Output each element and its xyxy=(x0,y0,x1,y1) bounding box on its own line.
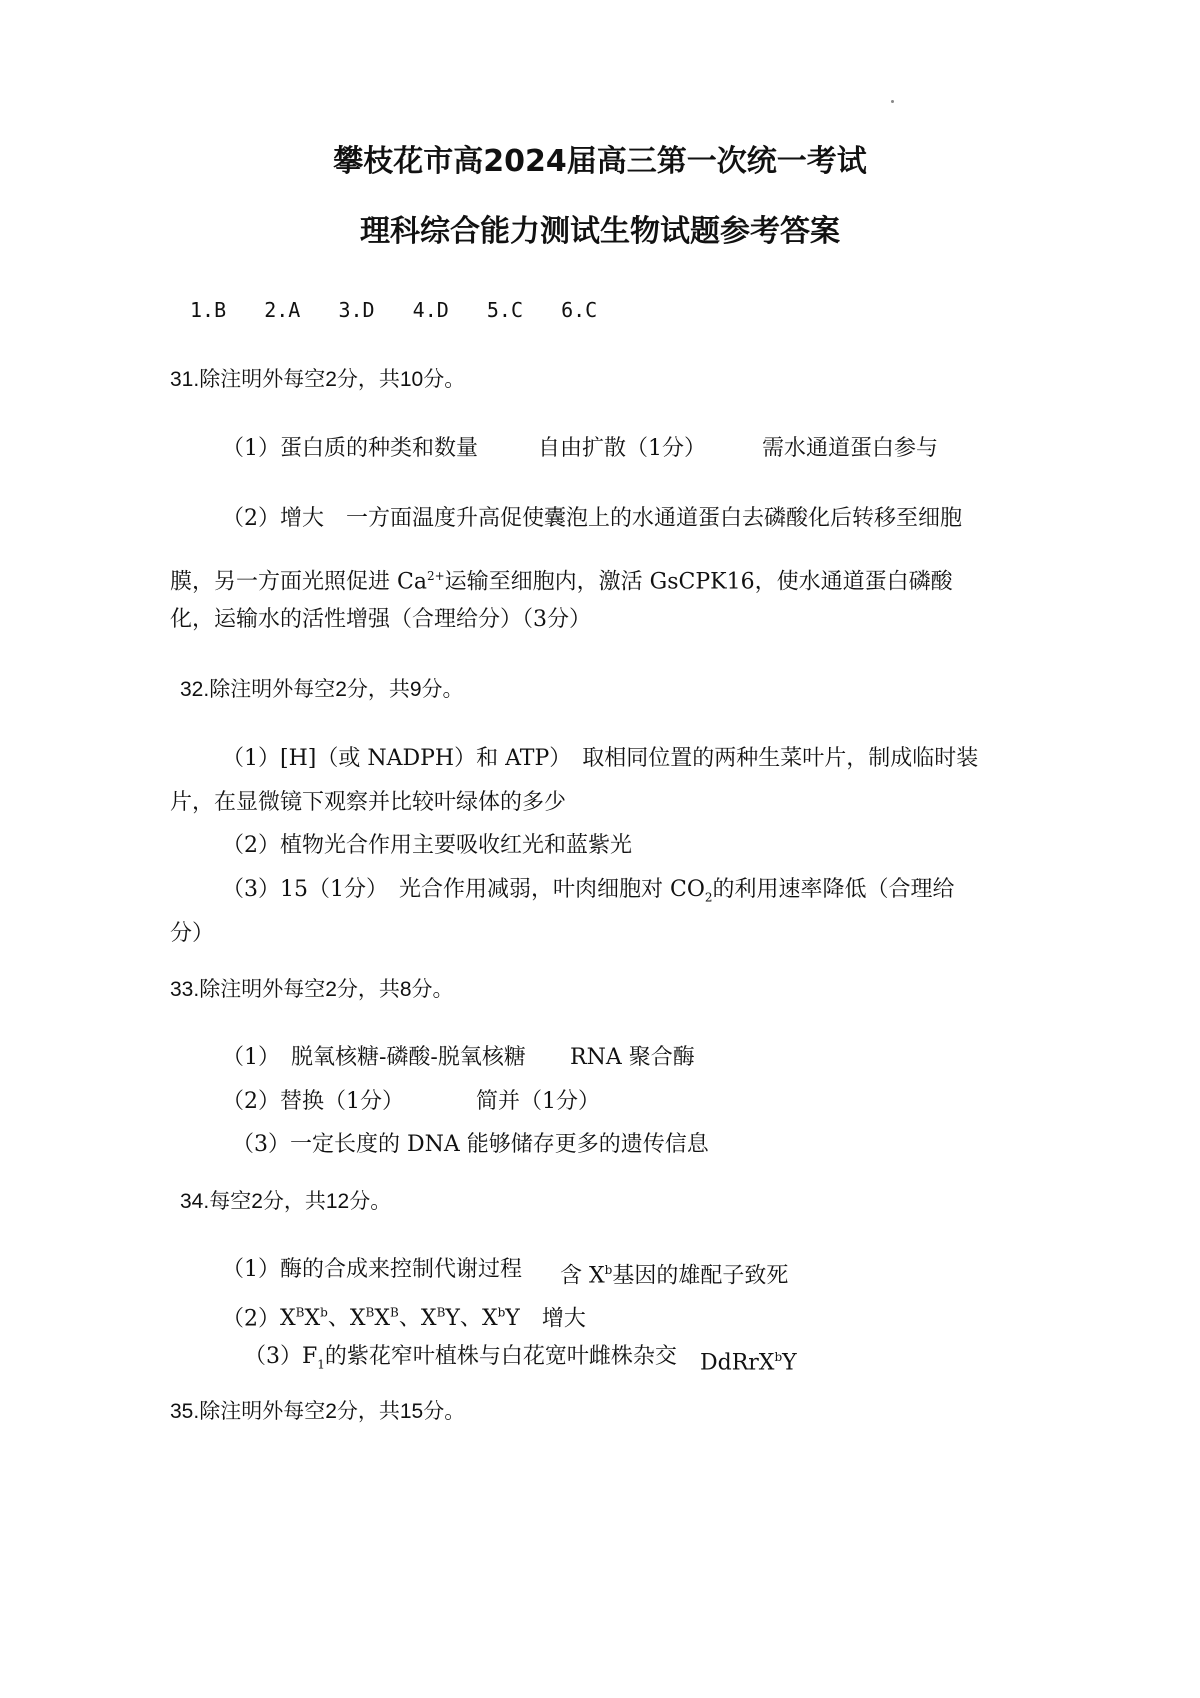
q31-part2-line3: 化，运输水的活性增强（合理给分）（3分） xyxy=(170,607,591,632)
mc-answer: 2.A xyxy=(264,298,301,322)
q32-part1-line2: 片，在显微镜下观察并比较叶绿体的多少 xyxy=(170,790,567,815)
mc-answer: 6.C xyxy=(561,298,598,322)
q34-part1-b: 含 $X^b$基因的雄配子致死 xyxy=(560,1263,789,1289)
mc-answer: 5.C xyxy=(486,298,523,322)
q32-part1-line1: （1）[H]（或 NADPH）和 ATP） 取相同位置的两种生菜叶片，制成临时装 xyxy=(222,746,979,771)
q31-part1-c: 需水通道蛋白参与 xyxy=(762,436,939,461)
q31-header: 31.除注明外每空2分，共10分。 xyxy=(170,368,466,391)
title-line-2: 理科综合能力测试生物试题参考答案 xyxy=(360,214,840,249)
scan-speck xyxy=(891,100,894,103)
q34-part2: $(2)X^BX^b$、$X^BX^B$、$X^BY$、$X^bY$ 增大 xyxy=(222,1306,586,1332)
q34-part3-b: DdRrX$^b$Y xyxy=(700,1350,797,1376)
mc-answers xyxy=(190,296,597,324)
q34-genotypes: $X^BX^b$、$X^BX^B$、$X^BY$、$X^bY$ xyxy=(280,1306,520,1332)
q33-header: 33.除注明外每空2分，共8分。 xyxy=(170,978,454,1001)
q32-part2: （2）植物光合作用主要吸收红光和蓝紫光 xyxy=(222,833,632,858)
q34-part1-a: （1）酶的合成来控制代谢过程 xyxy=(222,1257,522,1282)
mc-answer: 1.B xyxy=(190,298,227,322)
mc-answer: 4.D xyxy=(412,298,449,322)
q33-part1-a: （1） 脱氧核糖-磷酸-脱氧核糖 xyxy=(222,1045,526,1070)
q33-part3: （3）一定长度的 DNA 能够储存更多的遗传信息 xyxy=(232,1132,709,1157)
q34-part3-a: $(3)F_1$的紫花窄叶植株与白花宽叶雌株杂交 xyxy=(244,1344,677,1372)
title-line-1: 攀枝花市高2024届高三第一次统一考试 xyxy=(333,144,867,179)
mc-answer: 3.D xyxy=(338,298,375,322)
q31-part2-line2: 膜，另一方面光照促进 $Ca^{2+}$运输至细胞内，激活 GsCPK16，使水通道蛋白磷酸 xyxy=(170,569,953,595)
q33-part2-a: （2）替换（1分） xyxy=(222,1089,404,1114)
q31-part2-line1: （2）增大 一方面温度升高促使囊泡上的水通道蛋白去磷酸化后转移至细胞 xyxy=(222,506,962,531)
q32-part3-line2: 分） xyxy=(170,921,215,946)
q32-part3-line1: （3）15（1分） 光合作用减弱，叶肉细胞对 $CO_2$的利用速率降低（合理给 xyxy=(222,877,955,905)
q31-part1-a: （1）蛋白质的种类和数量 xyxy=(222,436,478,461)
q32-header: 32.除注明外每空2分，共9分。 xyxy=(180,678,464,701)
q33-part1-b: RNA 聚合酶 xyxy=(570,1045,695,1070)
q31-part1-b: 自由扩散（1分） xyxy=(538,436,706,461)
q33-part2-b: 简并（1分） xyxy=(476,1089,600,1114)
q34-header: 34.每空2分，共12分。 xyxy=(180,1190,392,1213)
q35-header: 35.除注明外每空2分，共15分。 xyxy=(170,1400,466,1423)
